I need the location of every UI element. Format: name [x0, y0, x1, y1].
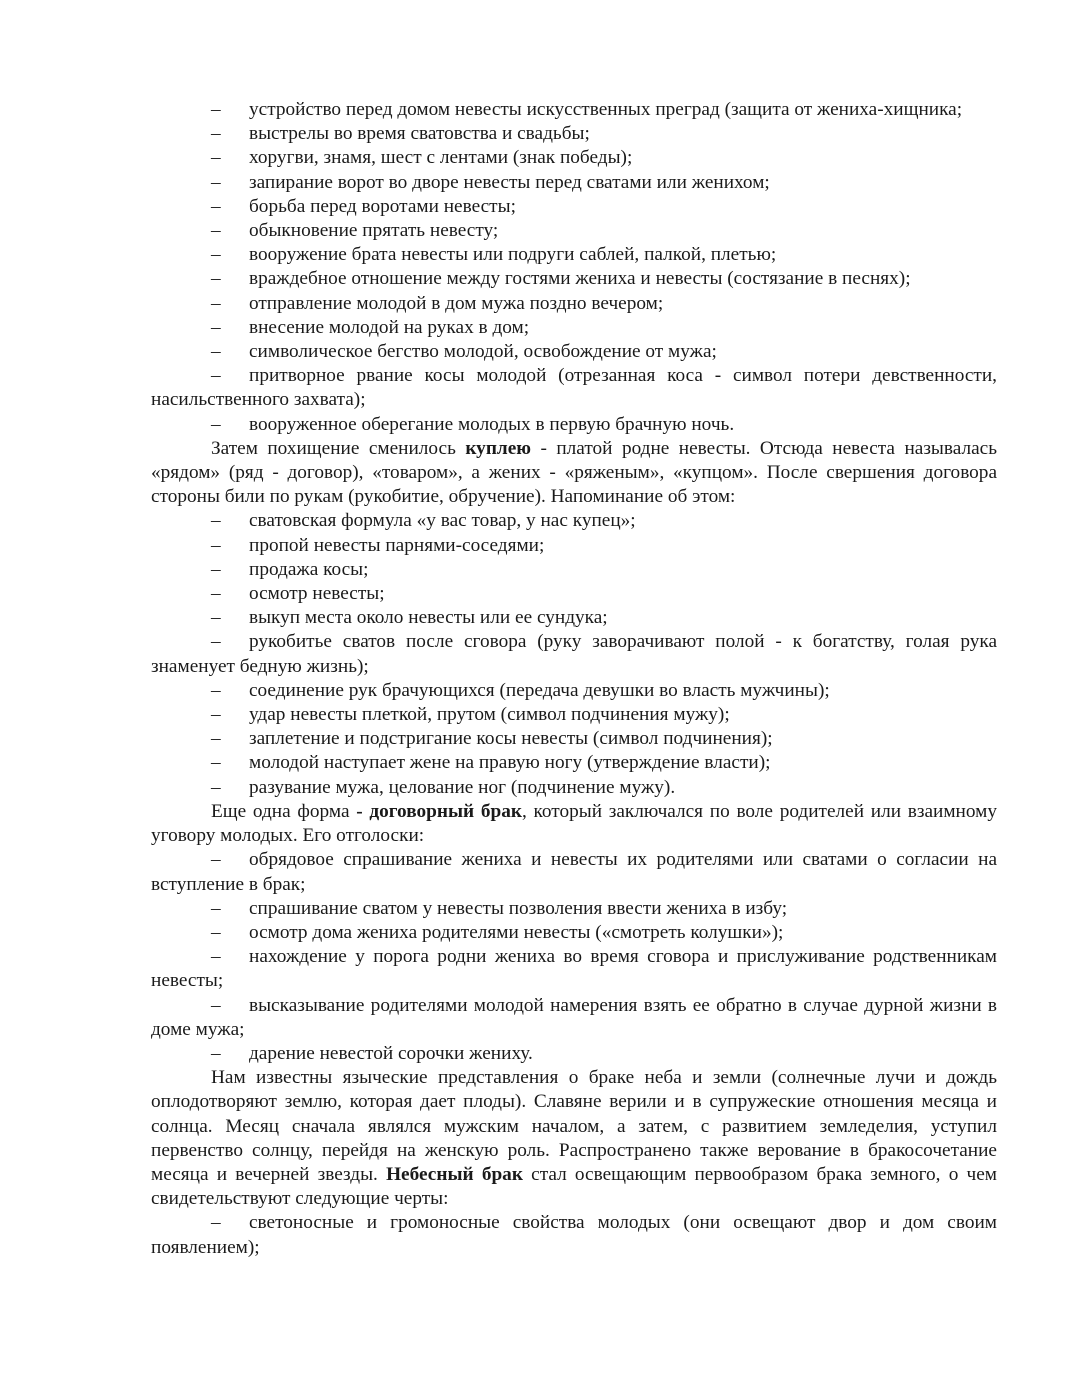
list-item: [151, 534, 997, 558]
bold-term: Небесный брак: [386, 1163, 523, 1185]
list-item-text: выкуп места около невесты или ее сундука;: [249, 607, 608, 629]
list-item-text: вооруженное оберегание молодых в первую брачную ночь.: [249, 413, 735, 435]
list-item-text: спрашивание сватом у невесты позволения ввести жениха в избу;: [249, 897, 788, 919]
list-item-text: вооружение брата невесты или подруги саблей, палкой, плетью;: [249, 244, 777, 266]
list-item-text: осмотр невесты;: [249, 583, 385, 605]
dash-marker: –: [211, 607, 221, 629]
list-item-text: разувание мужа, целование ног (подчинение мужу).: [249, 776, 676, 798]
dash-marker: –: [211, 365, 221, 387]
list-item-text: внесение молодой на руках в дом;: [249, 316, 530, 338]
dash-marker: –: [211, 316, 221, 338]
dash-marker: –: [211, 558, 221, 580]
dash-marker: –: [211, 1042, 221, 1064]
list-item: [151, 509, 997, 533]
dash-marker: –: [211, 679, 221, 701]
dash-marker: –: [211, 1212, 221, 1234]
list-item: [151, 292, 997, 316]
list-item-text: осмотр дома жениха родителями невесты («смотреть колушки»);: [249, 921, 784, 943]
dash-marker: –: [211, 341, 221, 363]
paragraph-heavenly-marriage: [151, 1066, 997, 1211]
bold-term: - договорный брак: [356, 800, 522, 822]
dash-marker: –: [211, 946, 221, 968]
dash-marker: –: [211, 244, 221, 266]
dash-marker: –: [211, 921, 221, 943]
dash-marker: –: [211, 171, 221, 193]
dash-marker: –: [211, 195, 221, 217]
paragraph-text: стал освещающим первообразом брака земного, о чем свидетельствуют следующие черты:: [151, 1163, 997, 1210]
list-item: [151, 751, 997, 775]
list-item-text: притворное рвание косы молодой (отрезанная коса - символ потери девственности, насильственного захвата);: [151, 365, 997, 411]
list-item: [151, 776, 997, 800]
paragraph-text: - платой родне невесты. Отсюда невеста называлась «рядом» (ряд - договор), «товаром», а жених - «ряженым», «купцом». После свершения договора стороны били по рукам (рукобитие, обручение). Напоминание об этом:: [151, 437, 997, 508]
paragraph-purchase-marriage: [151, 437, 997, 510]
list-item: [151, 243, 997, 267]
list-item-text: хоругви, знамя, шест с лентами (знак победы);: [249, 147, 633, 169]
bold-term: куплею: [465, 437, 532, 459]
list-item: [151, 122, 997, 146]
list-item-text: борьба перед воротами невесты;: [249, 195, 516, 217]
list-item-text: молодой наступает жене на правую ногу (утверждение власти);: [249, 752, 771, 774]
dash-marker: –: [211, 704, 221, 726]
list-item-text: запирание ворот во дворе невесты перед сватами или женихом;: [249, 171, 770, 193]
list-item-text: обыкновение прятать невесту;: [249, 220, 499, 242]
list-item-text: соединение рук брачующихся (передача девушки во власть мужчины);: [249, 679, 830, 701]
paragraph-text: Еще одна форма: [211, 800, 357, 822]
list-item: [151, 582, 997, 606]
list-item-text: удар невесты плеткой, прутом (символ подчинения мужу);: [249, 704, 730, 726]
list-item: [151, 146, 997, 170]
dash-marker: –: [211, 897, 221, 919]
dash-marker: –: [211, 994, 221, 1016]
paragraph-text: Нам известны языческие представления о браке неба и земли (солнечные лучи и дождь оплодотворяют землю, которая дает плоды). Славяне верили и в супружеские отношения месяца и солнца. Месяц сначала являлся мужским началом, а затем, с развитием земледелия, уступил первенство солнцу, перейдя на женскую роль. Распространено также верование в бракосочетание месяца и вечерней звезды.: [151, 1067, 997, 1185]
paragraph-contract-marriage: [151, 800, 997, 848]
list-item-text: пропой невесты парнями-соседями;: [249, 534, 545, 556]
list-item: [151, 945, 997, 993]
list-item: [151, 1042, 997, 1066]
list-item: [151, 1211, 997, 1259]
dash-marker: –: [211, 220, 221, 242]
dash-marker: –: [211, 534, 221, 556]
paragraph-text: , который заключался по воле родителей или взаимному уговору молодых. Его отголоски:: [151, 800, 997, 847]
list-item: [151, 413, 997, 437]
list-item: [151, 630, 997, 678]
list-item: [151, 195, 997, 219]
list-item-text: устройство перед домом невесты искусственных преград (защита от жениха-хищника;: [249, 99, 963, 120]
paragraph-text: Затем похищение сменилось: [211, 437, 466, 459]
dash-marker: –: [211, 849, 221, 871]
dash-marker: –: [211, 752, 221, 774]
list-item: [151, 921, 997, 945]
list-item-text: враждебное отношение между гостями жениха и невесты (состязание в песнях);: [249, 268, 911, 290]
dash-marker: –: [211, 123, 221, 145]
list-item-text: нахождение у порога родни жениха во время сговора и прислуживание родственникам невесты;: [151, 946, 997, 992]
dash-marker: –: [211, 292, 221, 314]
list-item: [151, 679, 997, 703]
list-item: [151, 606, 997, 630]
list-item-text: высказывание родителями молодой намерения взять ее обратно в случае дурной жизни в доме мужа;: [151, 994, 997, 1040]
list-item: [151, 340, 997, 364]
dash-marker: –: [211, 631, 221, 653]
list-item-text: символическое бегство молодой, освобождение от мужа;: [249, 341, 717, 363]
list-item-text: отправление молодой в дом мужа поздно вечером;: [249, 292, 664, 314]
dash-marker: –: [211, 147, 221, 169]
list-item-text: обрядовое спрашивание жениха и невесты их родителями или сватами о согласии на вступление в брак;: [151, 849, 997, 895]
dash-marker: –: [211, 776, 221, 798]
list-item-text: дарение невестой сорочки жениху.: [249, 1042, 533, 1064]
dash-marker: –: [211, 583, 221, 605]
dash-marker: –: [211, 510, 221, 532]
list-item-text: светоносные и громоносные свойства молодых (они освещают двор и дом своим появлением);: [151, 1212, 997, 1258]
list-item-text: сватовская формула «у вас товар, у нас купец»;: [249, 510, 636, 532]
dash-marker: –: [211, 728, 221, 750]
dash-marker: –: [211, 99, 221, 120]
list-item: [151, 219, 997, 243]
list-item: [151, 171, 997, 195]
list-item: [151, 98, 997, 122]
list-item: [151, 703, 997, 727]
list-item: [151, 558, 997, 582]
document-page: [151, 98, 997, 1260]
list-item-text: выстрелы во время сватовства и свадьбы;: [249, 123, 590, 145]
list-item: [151, 848, 997, 896]
list-item: [151, 267, 997, 291]
list-item-text: заплетение и подстригание косы невесты (символ подчинения);: [249, 728, 773, 750]
dash-marker: –: [211, 268, 221, 290]
list-item-text: рукобитье сватов после сговора (руку заворачивают полой - к богатству, голая рука знаменует бедную жизнь);: [151, 631, 997, 677]
list-item-text: продажа косы;: [249, 558, 369, 580]
list-item: [151, 727, 997, 751]
list-item: [151, 316, 997, 340]
list-item: [151, 897, 997, 921]
list-item: [151, 994, 997, 1042]
dash-marker: –: [211, 413, 221, 435]
list-item: [151, 364, 997, 412]
